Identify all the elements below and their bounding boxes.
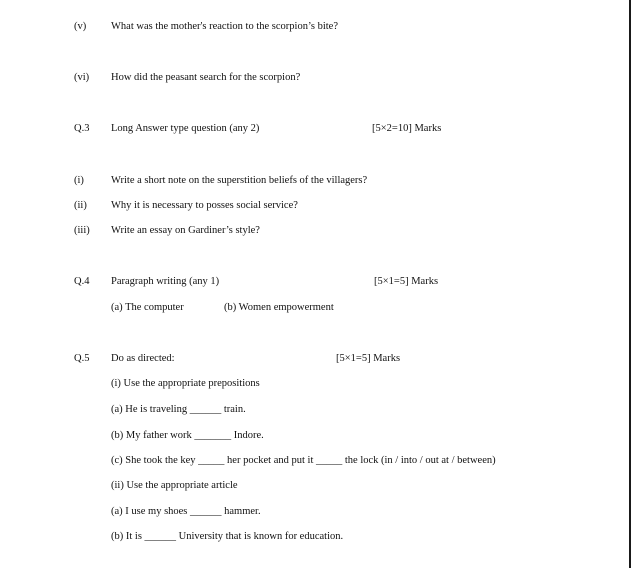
- question-text: How did the peasant search for the scorpion?: [111, 72, 301, 83]
- section-title: Long Answer type question (any 2): [111, 123, 260, 134]
- page-border-line: [629, 0, 631, 568]
- question-text: Why it is necessary to posses social service?: [111, 200, 298, 211]
- section-number: Q.5: [74, 353, 90, 364]
- section-marks: [5×1=5] Marks: [374, 276, 439, 287]
- question-number: (v): [74, 21, 87, 32]
- exercise-line: (a) He is traveling ______ train.: [111, 404, 246, 415]
- section-title: Paragraph writing (any 1): [111, 276, 220, 287]
- exercise-line: (a) I use my shoes ______ hammer.: [111, 506, 261, 517]
- option-a: (a) The computer: [111, 302, 184, 313]
- instruction-line: (ii) Use the appropriate article: [111, 480, 238, 491]
- question-text: What was the mother's reaction to the scorpion’s bite?: [111, 21, 338, 32]
- exercise-line: (b) My father work _______ Indore.: [111, 430, 264, 441]
- exercise-line: (c) She took the key _____ her pocket and put it _____ the lock (in / into / out at / between): [111, 455, 496, 466]
- option-b: (b) Women empowerment: [224, 302, 334, 313]
- question-number: (ii): [74, 200, 87, 211]
- section-marks: [5×2=10] Marks: [372, 123, 442, 134]
- section-number: Q.4: [74, 276, 90, 287]
- instruction-line: (i) Use the appropriate prepositions: [111, 378, 260, 389]
- section-title: Do as directed:: [111, 353, 175, 364]
- question-text: Write an essay on Gardiner’s style?: [111, 225, 260, 236]
- question-number: (i): [74, 175, 84, 186]
- section-number: Q.3: [74, 123, 90, 134]
- section-marks: [5×1=5] Marks: [336, 353, 401, 364]
- exercise-line: (b) It is ______ University that is known for education.: [111, 531, 344, 542]
- question-number: (iii): [74, 225, 90, 236]
- question-number: (vi): [74, 72, 90, 83]
- question-text: Write a short note on the superstition beliefs of the villagers?: [111, 175, 368, 186]
